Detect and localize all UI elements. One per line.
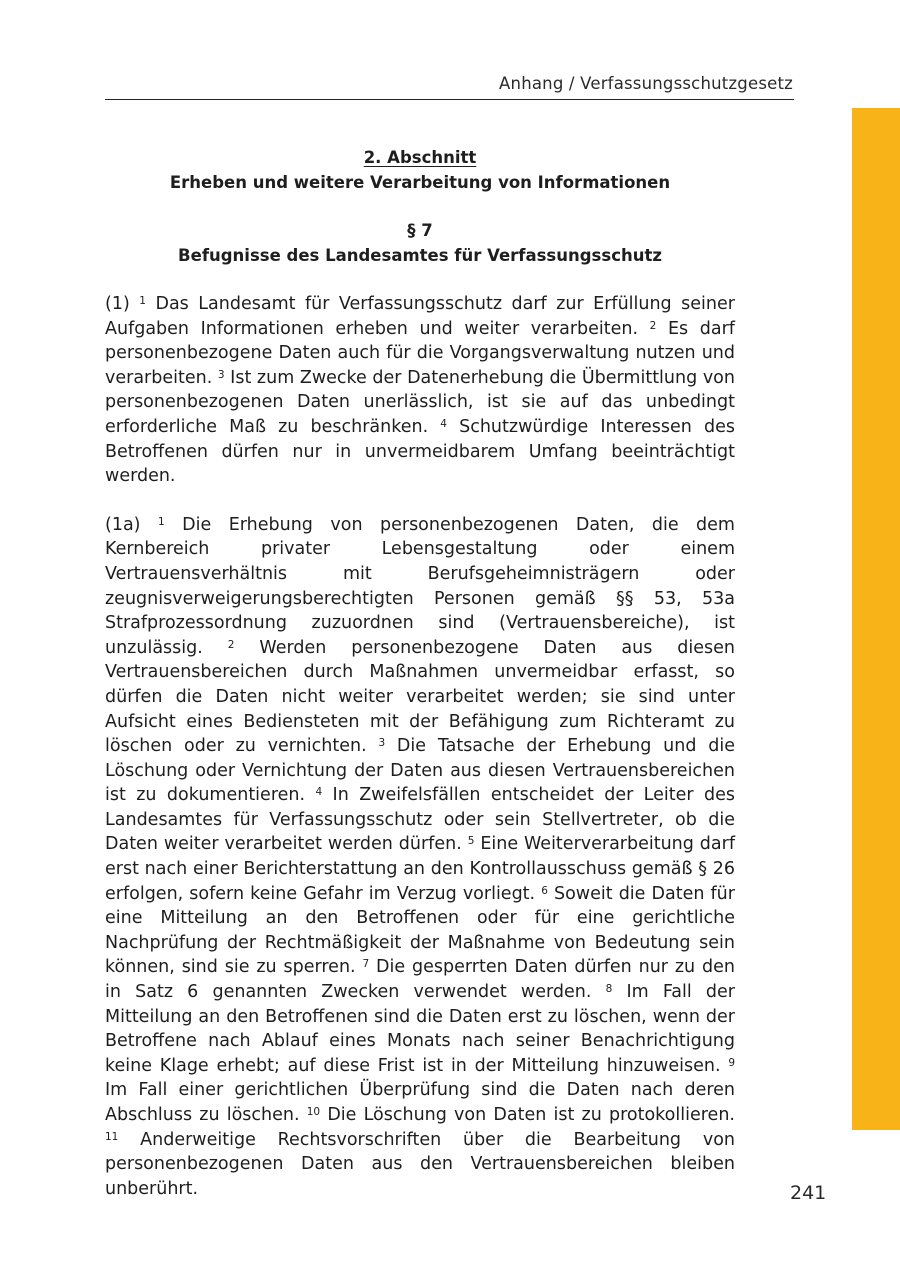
sentence-number: 6 <box>541 884 548 897</box>
sentence-text: Schutzwürdige Interessen des Betroffenen dürfen nur in unvermeidbarem Umfang beeinträchtigt werden. <box>105 416 735 487</box>
sentence-text: Im Fall der Mitteilung an den Betroffenen sind die Daten erst zu löschen, wenn der Betroffene nach Ablauf eines Monats nach seiner Benachrichtigung keine Klage erhebt; auf diese Frist ist in der Mitteilung hinzuweisen. <box>105 982 735 1076</box>
sentence-text: Eine Weiterverarbeitung darf erst nach einer Berichterstattung an den Kontrollausschuss gemäß § 26 erfolgen, sofern keine Gefahr im Verzug vorliegt. <box>105 834 735 904</box>
sentence-number: 2 <box>649 319 657 332</box>
section-number: 2. Abschnitt <box>363 148 477 167</box>
sentence-number: 9 <box>728 1056 735 1069</box>
sentence-number: 3 <box>217 368 225 381</box>
section-heading <box>105 146 735 195</box>
sentence-number: 4 <box>315 786 323 799</box>
chapter-tab-bar <box>852 108 900 1130</box>
sentence-number: 11 <box>105 1130 119 1143</box>
sentence-text: Soweit die Daten für eine Mitteilung an den Betroffenen oder für eine gerichtliche Nachprüfung der Rechtmäßigkeit der Maßnahme von Bedeutung sein können, sind sie zu sperren. <box>105 883 735 978</box>
header-rule <box>105 99 794 100</box>
paragraph-number: § 7 <box>407 221 433 240</box>
sentence-text: Anderweitige Rechtsvorschriften über die Bearbeitung von personenbezogenen Daten aus den Vertrauensbereichen bleiben unberührt. <box>105 1129 735 1199</box>
paragraph-1a <box>105 513 735 1202</box>
sentence-text: Es darf personenbezogene Daten auch für die Vorgangsverwaltung nutzen und verarbeiten. <box>105 318 735 388</box>
paragraph-1 <box>105 292 735 489</box>
sentence-number: 7 <box>362 958 370 971</box>
sentence-text: Die Löschung von Daten ist zu protokollieren. <box>327 1105 735 1125</box>
page-content <box>105 146 735 1201</box>
paragraph-title: Befugnisse des Landesamtes für Verfassungsschutz <box>178 245 662 265</box>
sentence-text: Werden personenbezogene Daten aus diesen Vertrauensbereichen durch Maßnahmen unvermeidbar erfasst, so dürfen die Daten nicht weiter verarbeitet werden; sie sind unter Aufsicht eines Bediensteten mit der Befähigung zum Richteramt zu löschen oder zu vernichten. <box>105 637 735 757</box>
heading-block <box>105 146 735 268</box>
sentence-text: Die gesperrten Daten dürfen nur zu den in Satz 6 genannten Zwecken verwendet werden. <box>105 957 735 1003</box>
sentence-number: 10 <box>306 1106 321 1118</box>
sentence-number: 1 <box>139 295 146 307</box>
paragraph-heading <box>105 219 735 268</box>
sentence-text: In Zweifelsfällen entscheidet der Leiter des Landesamtes für Verfassungsschutz oder sein Stellvertreter, ob die Daten weiter verarbeitet werden dürfen. <box>105 785 735 855</box>
sentence-number: 5 <box>467 835 475 848</box>
sentence-number: 8 <box>605 983 613 996</box>
sentence-text: Im Fall einer gerichtlichen Überprüfung sind die Daten nach deren Abschluss zu löschen. <box>105 1080 735 1125</box>
sentence-number: 3 <box>378 737 386 750</box>
sentence-number: 1 <box>157 515 165 528</box>
section-title: Erheben und weitere Verarbeitung von Informationen <box>169 172 671 192</box>
sentence-text: Die Tatsache der Erhebung und die Löschung oder Vernichtung der Daten aus diesen Vertrauensbereichen ist zu dokumentieren. <box>105 736 735 806</box>
sentence-text: Ist zum Zwecke der Datenerhebung die Übermittlung von personenbezogenen Daten unerlässlich, ist sie auf das unbedingt erforderliche Maß zu beschränken. <box>105 367 735 437</box>
paragraph-label: (1) <box>105 294 130 314</box>
sentence-number: 2 <box>227 638 235 651</box>
sentence-text: Die Erhebung von personenbezogenen Daten, die dem Kernbereich privater Lebensgestaltung oder einem Vertrauensverhältnis mit Berufsgeheimnisträgern oder zeugnisverweigerungsberechtigten Personen gemäß §§ 53, 53a Strafprozessordnung zuzuordnen sind (Vertrauensbereiche), ist unzulässig. <box>105 514 735 658</box>
sentence-number: 4 <box>440 417 447 430</box>
running-header: Anhang / Verfassungsschutzgesetz <box>499 74 793 93</box>
paragraph-label: (1a) <box>105 514 141 535</box>
sentence-text: Das Landesamt für Verfassungsschutz darf zur Erfüllung seiner Aufgaben Informationen erheben und weiter verarbeiten. <box>105 294 735 339</box>
page-number: 241 <box>790 1182 827 1204</box>
